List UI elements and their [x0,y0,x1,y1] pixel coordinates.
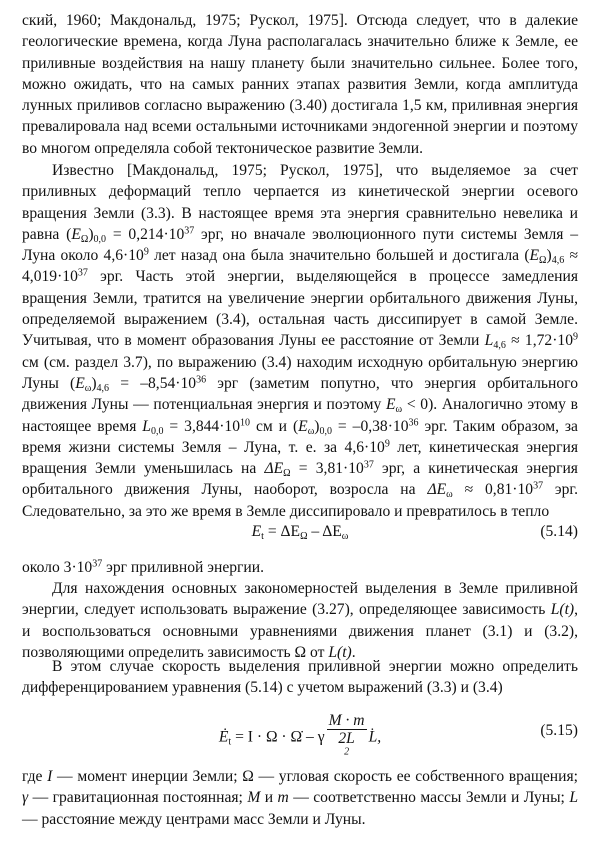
paragraph-6: где I — момент инерции Земли; Ω — угловая скорость ее собственного вращения; γ — гравитационная постоянная; M и m — соответственно массы Земли и Луны; L — расстояние между центрами масс Земли и Луны. [22,768,579,828]
fraction: M · m 2L $^2$ [328,712,365,758]
equation-number: (5.15) [540,722,578,739]
paragraph-4: Для нахождения основных закономерностей выделения в Земле приливной энергии, следует использовать выражение (3.27), определяющее зависимость L(t), и воспользоваться основными уравнениями движения планет (3.1) и (3.2), позволяющими определить зависимость Ω от L(t). [22,580,578,661]
paragraph-2: Известно [Макдональд, 1975; Рускол, 1975], что выделяемое за счет приливных деформаций тепло черпается из кинетической энергии осевого вращения Земли (3.3). В настоящее время эта энергия сравнительно невелика и равна $(E_\Omega)_{0,0} = 0,214\cdot 10^{37}$ эрг, но вначале эволюционного пути системы Земля – Луна около $4,6\cdot 10^9$ лет назад она была значительно большей и достигала $(E_\Omega)_{4,6} \approx 4,019\cdot 10^{37}$ эрг. Часть этой энергии, выделяющейся в процессе замедления вращения Земли, тратится на увеличение энергии орбитального движения Луны, определяемой выражением (3.4), остальная часть диссипирует в самой Земле. Учитывая, что в момент образования Луны ее расстояние от Земли $L_{4,6} \approx 1,72\cdot 10^9$ см (см. раздел 3.7), по выражению (3.4) находим исходную орбитальную энергию Луны $(E_\omega)_{4,6} = -8,54\cdot 10^{36}$ эрг (заметим попутно, что энергия орбитального движения Луны — потенциальная энергия и поэтому $E_\omega < 0$). Аналогично этому в настоящее время $L_{0,0} = 3,844\cdot 10^{10}$ см и $(E_\omega)_{0,0} = -0,38\cdot 10^{36}$ эрг. Таким образом, за время жизни системы Земля – Луна, т. е. за $4,6\cdot 10^9$ лет, кинетическая энергия вращения Земли уменьшилась на $\Delta E_\Omega = 3,81\cdot 10^{37}$ эрг, а кинетическая энергия орбитального движения Луны, наоборот, возросла на $\Delta E_\omega \approx 0,81\cdot 10^{37}$ эрг. Следовательно, за это же время в Земле диссипировало и превратилось в тепло [22,162,579,520]
paragraph-1: ский, 1960; Макдональд, 1975; Рускол, 1975]. Отсюда следует, что в далекие геологические времена, когда Луна располагалась значительно ближе к Земле, ее приливные воздействия на нашу планету были значительно сильнее. Более того, можно ожидать, что на самых ранних этапах развития Земли, когда амплитуда лунных приливов согласно выражению (3.40) достигала 1,5 км, приливная энергия превалировала над всеми остальными источниками эндогенной энергии и поэтому во многом определяла собой тектоническое развитие Земли. [22,12,578,157]
equation-5-14: $E_t = \Delta E_\Omega - \Delta E_\omega$ (5.14) [251,523,578,542]
equation-number: (5.14) [540,523,578,540]
paragraph-5: В этом случае скорость выделения приливной энергии можно определить дифференцированием уравнения (5.14) с учетом выражений (3.3) и (3.4) [22,658,578,697]
paragraph-3: около $3\cdot 10^{37}$ эрг приливной энергии. [22,558,265,576]
equation-5-15: $Ė_t = I \cdot \Omega$ · Ω̇ – γ M · m 2L $^2$ L̇, (5.15) [22,710,578,754]
